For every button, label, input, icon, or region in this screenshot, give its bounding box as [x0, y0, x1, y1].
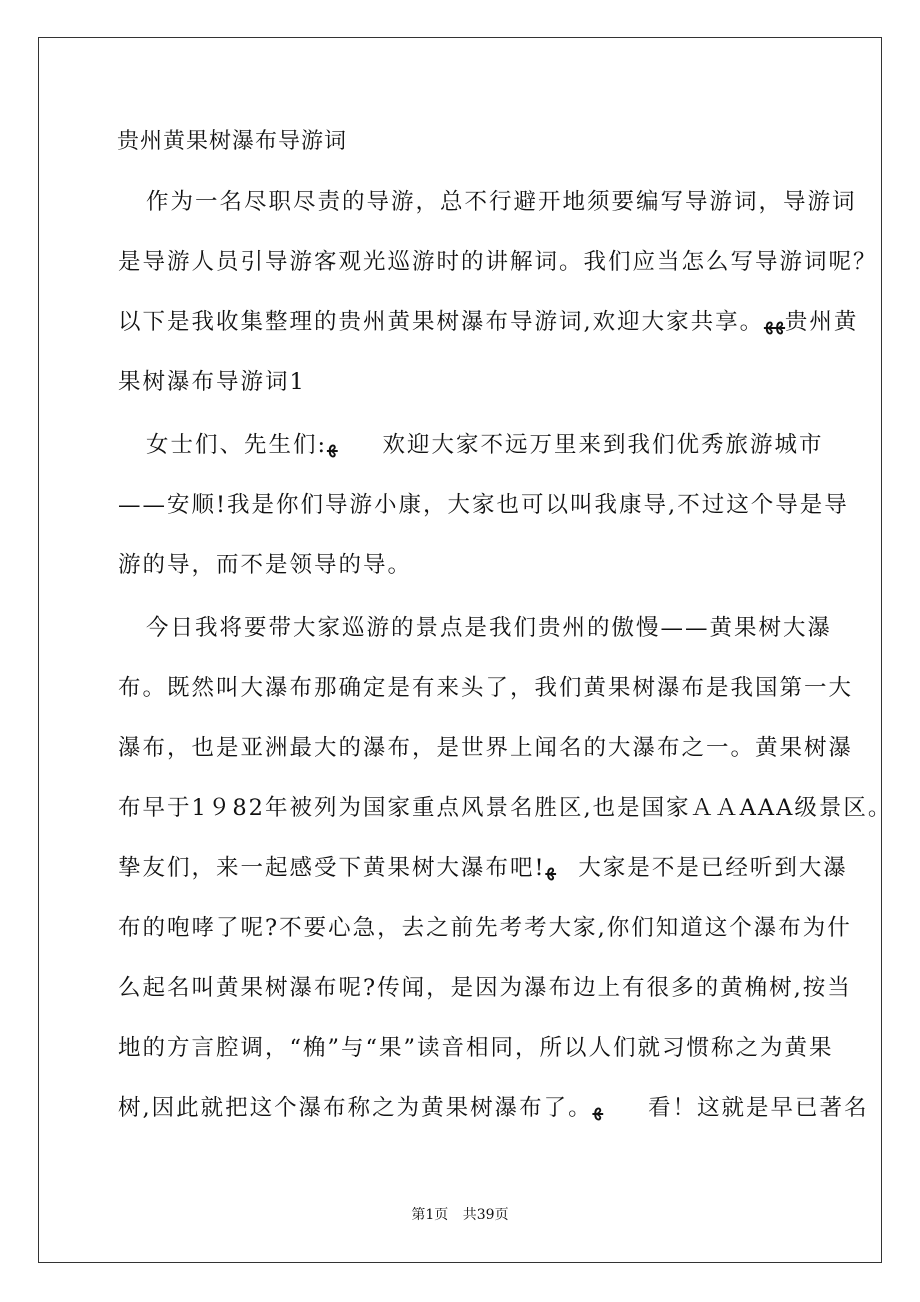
page-total: 共39页	[462, 1207, 509, 1223]
text-line: ——安顺!我是你们导游小康，大家也可以叫我康导,不过这个导是导	[118, 492, 849, 518]
text-line: 树,因此就把这个瀑布称之为黄果树瀑布了。ﻬ 看！这就是早已著名	[118, 1095, 869, 1121]
text-line: 么起名叫黄果树瀑布呢?传闻，是因为瀑布边上有很多的黄桷树,按当	[118, 975, 852, 1001]
text-line: 地的方言腔调，“桷”与“果”读音相同，所以人们就习惯称之为黄果	[118, 1035, 834, 1061]
text-line: 作为一名尽职尽责的导游，总不行避开地须要编写导游词，导游词	[146, 189, 857, 215]
text-line: 果树瀑布导游词1	[118, 369, 306, 395]
paragraph-greeting	[117, 415, 849, 595]
text-line: 布的咆哮了呢?不要心急，去之前先考考大家,你们知道这个瀑布为什	[118, 915, 852, 941]
page-number: 第1页	[411, 1207, 449, 1223]
page-footer	[0, 1205, 920, 1225]
text-line: 布。既然叫大瀑布那确定是有来头了，我们黄果树瀑布是我国第一大	[118, 675, 854, 701]
document-title: 贵州黄果树瀑布导游词	[117, 129, 348, 154]
text-line: 瀑布，也是亚洲最大的瀑布，是世界上闻名的大瀑布之一。黄果树瀑	[118, 735, 854, 761]
paragraph-intro	[117, 172, 878, 412]
text-line: 是导游人员引导游客观光巡游时的讲解词。我们应当怎么写导游词呢？	[118, 249, 878, 275]
text-line: 女士们、先生们:ﻬ 欢迎大家不远万里来到我们优秀旅游城市	[146, 432, 824, 458]
text-line: 游的导，而不是领导的导。	[118, 552, 413, 578]
paragraph-waterfall	[117, 598, 893, 1138]
text-line: 挚友们，来一起感受下黄果树大瀑布吧!ﻬ 大家是不是已经听到大瀑	[118, 855, 848, 881]
text-line: 今日我将要带大家巡游的景点是我们贵州的傲慢——黄果树大瀑	[146, 615, 833, 641]
text-line: 以下是我收集整理的贵州黄果树瀑布导游词,欢迎大家共享。ﻬﻬ贵州黄	[118, 309, 859, 335]
text-line: 布早于1９82年被列为国家重点风景名胜区,也是国家ＡＡAAA级景区。	[118, 795, 893, 821]
